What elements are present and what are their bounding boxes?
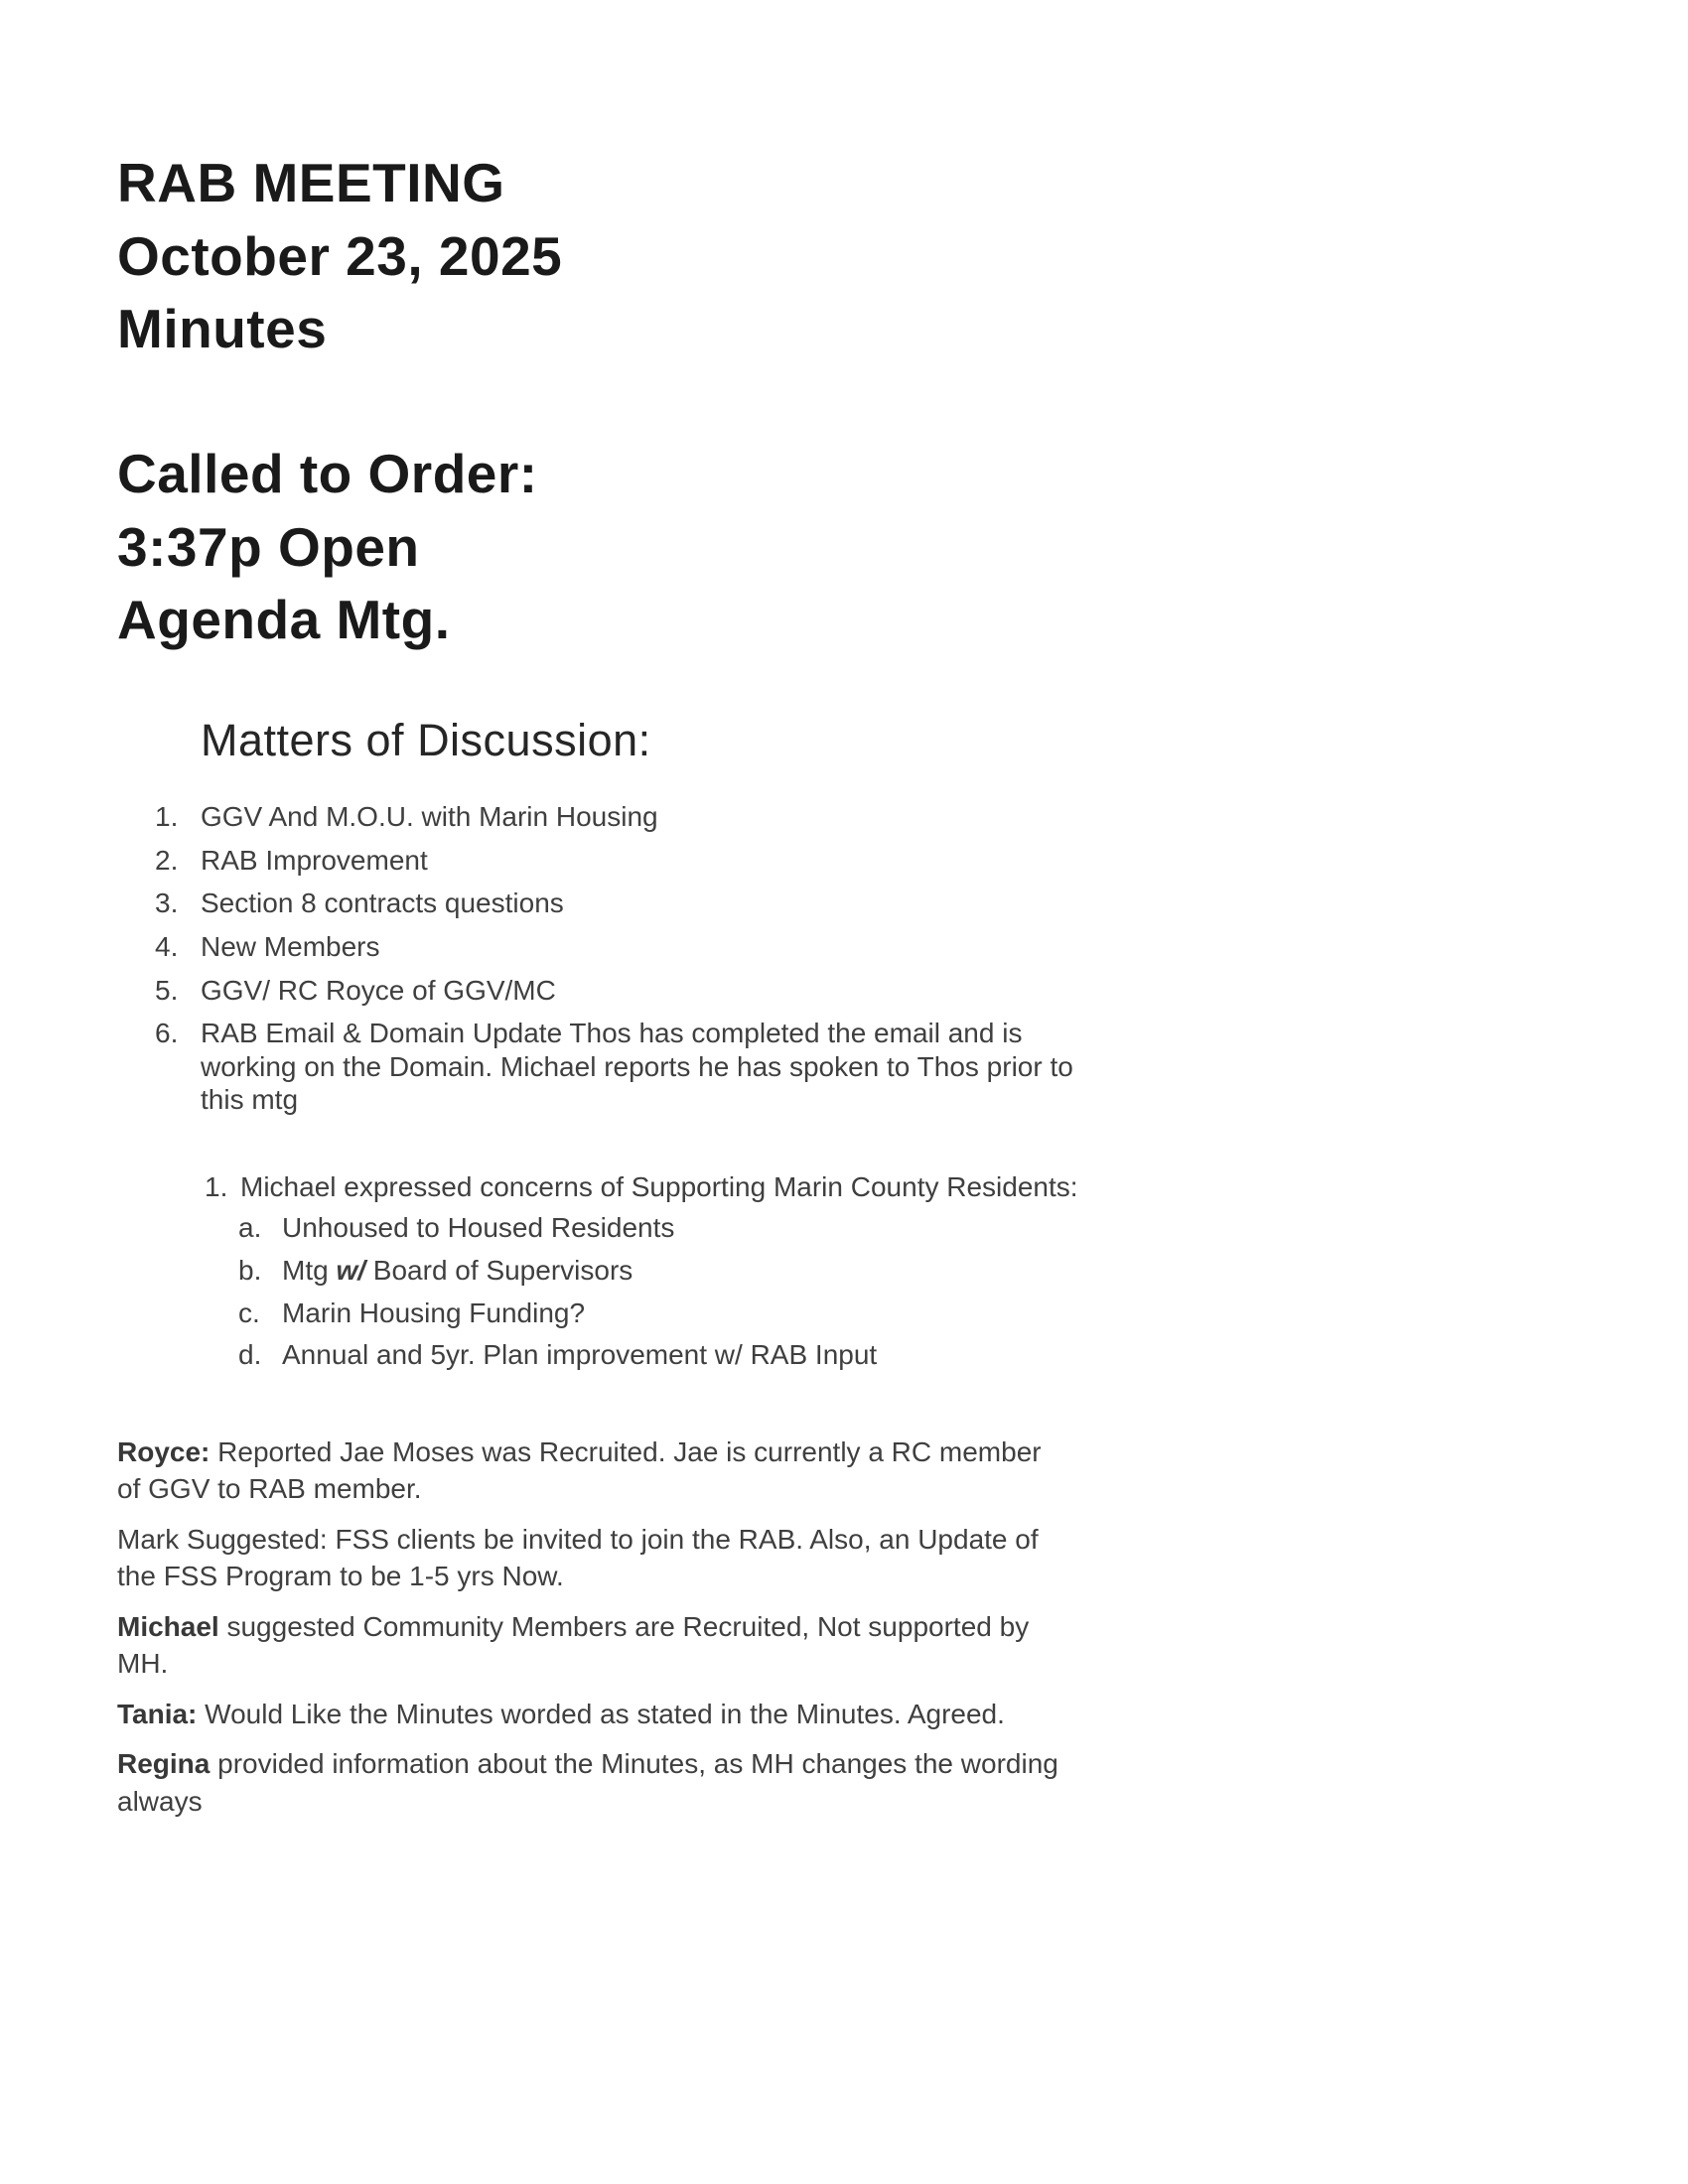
- called-to-order-block: [117, 438, 1569, 657]
- section-heading: Matters of Discussion:: [201, 715, 651, 766]
- sub-item-text-italic: w/: [336, 1255, 366, 1287]
- sub-item-text: [282, 1338, 1062, 1372]
- concerns-sub-item: [238, 1297, 1062, 1330]
- sub-item-letter: a.: [238, 1212, 262, 1244]
- agenda-item-number: 2.: [155, 844, 179, 876]
- sub-item-text: [282, 1254, 1062, 1288]
- sub-item-text-pre: Marin Housing Funding?: [282, 1297, 586, 1328]
- agenda-item-number: 1.: [155, 801, 179, 833]
- minutes-paragraphs: [117, 1433, 1060, 1821]
- agenda-item: [155, 930, 1078, 964]
- paragraph-michael: [117, 1608, 1060, 1683]
- sub-item-letter: c.: [238, 1297, 260, 1328]
- title-line-1: RAB MEETING: [117, 152, 505, 213]
- paragraph-regina: [117, 1745, 1060, 1820]
- called-line-1: Called to Order:: [117, 443, 538, 505]
- paragraph-text: Would Like the Minutes worded as stated in the Minutes. Agreed.: [197, 1698, 1005, 1729]
- agenda-item-number: 4.: [155, 930, 179, 962]
- agenda-item: [155, 844, 1078, 878]
- sub-item-text-pre: Unhoused to Housed Residents: [282, 1212, 675, 1244]
- sub-item-text: [282, 1297, 1062, 1330]
- agenda-list: [155, 800, 1078, 1117]
- sub-item-letter: d.: [238, 1339, 262, 1371]
- sub-item-text: [282, 1211, 1062, 1245]
- paragraph-mark: [117, 1521, 1060, 1595]
- paragraph-text: Mark Suggested: FSS clients be invited to join the RAB. Also, an Update of the FSS Program to be 1-5 yrs Now.: [117, 1523, 1039, 1592]
- called-line-2: 3:37p Open: [117, 515, 420, 578]
- agenda-item-text: New Members: [201, 930, 380, 962]
- paragraph-text: suggested Community Members are Recruited, Not supported by MH.: [117, 1610, 1030, 1680]
- agenda-item-text: GGV And M.O.U. with Marin Housing: [201, 801, 658, 833]
- concerns-sub-item: [238, 1211, 1062, 1245]
- sub-item-text-pre: Mtg: [282, 1255, 337, 1287]
- agenda-item: [155, 800, 1078, 834]
- agenda-item-number: 3.: [155, 887, 179, 919]
- paragraph-royce: [117, 1433, 1060, 1508]
- sub-item-text-pre: Annual and 5yr. Plan improvement w/ RAB Input: [282, 1339, 878, 1371]
- speaker-name: Regina: [117, 1748, 211, 1780]
- agenda-item-text: GGV/ RC Royce of GGV/MC: [201, 974, 556, 1006]
- paragraph-text: provided information about the Minutes, as MH changes the wording always: [117, 1748, 1058, 1817]
- agenda-item-number: 5.: [155, 974, 179, 1006]
- concerns-lead-number: 1.: [205, 1170, 228, 1202]
- title-block: [117, 147, 1569, 366]
- agenda-item-number: 6.: [155, 1018, 179, 1049]
- sub-item-letter: b.: [238, 1255, 262, 1287]
- speaker-name: Royce:: [117, 1435, 211, 1467]
- agenda-item-text: RAB Improvement: [201, 844, 428, 876]
- sub-item-text-post: Board of Supervisors: [365, 1255, 633, 1287]
- called-line-3: Agenda Mtg.: [117, 589, 451, 651]
- concerns-sub-list: [238, 1211, 1569, 1371]
- paragraph-tania: [117, 1696, 1060, 1733]
- concerns-lead: [205, 1170, 1098, 1204]
- concerns-sub-item: [238, 1254, 1062, 1288]
- speaker-name: Michael: [117, 1610, 219, 1642]
- speaker-name: Tania:: [117, 1698, 198, 1729]
- agenda-item-text: RAB Email & Domain Update Thos has completed the email and is working on the Domain. Michael reports he has spoken to Thos prior to this mtg: [201, 1018, 1073, 1116]
- concerns-lead-text: Michael expressed concerns of Supporting Marin County Residents:: [240, 1170, 1078, 1202]
- agenda-item-text: Section 8 contracts questions: [201, 887, 564, 919]
- paragraph-text: Reported Jae Moses was Recruited. Jae is currently a RC member of GGV to RAB member.: [117, 1435, 1042, 1505]
- agenda-item: [155, 1017, 1078, 1117]
- title-line-3: Minutes: [117, 298, 328, 360]
- concerns-sub-item: [238, 1338, 1062, 1372]
- agenda-item: [155, 974, 1078, 1008]
- title-line-2: October 23, 2025: [117, 224, 563, 287]
- agenda-item: [155, 887, 1078, 920]
